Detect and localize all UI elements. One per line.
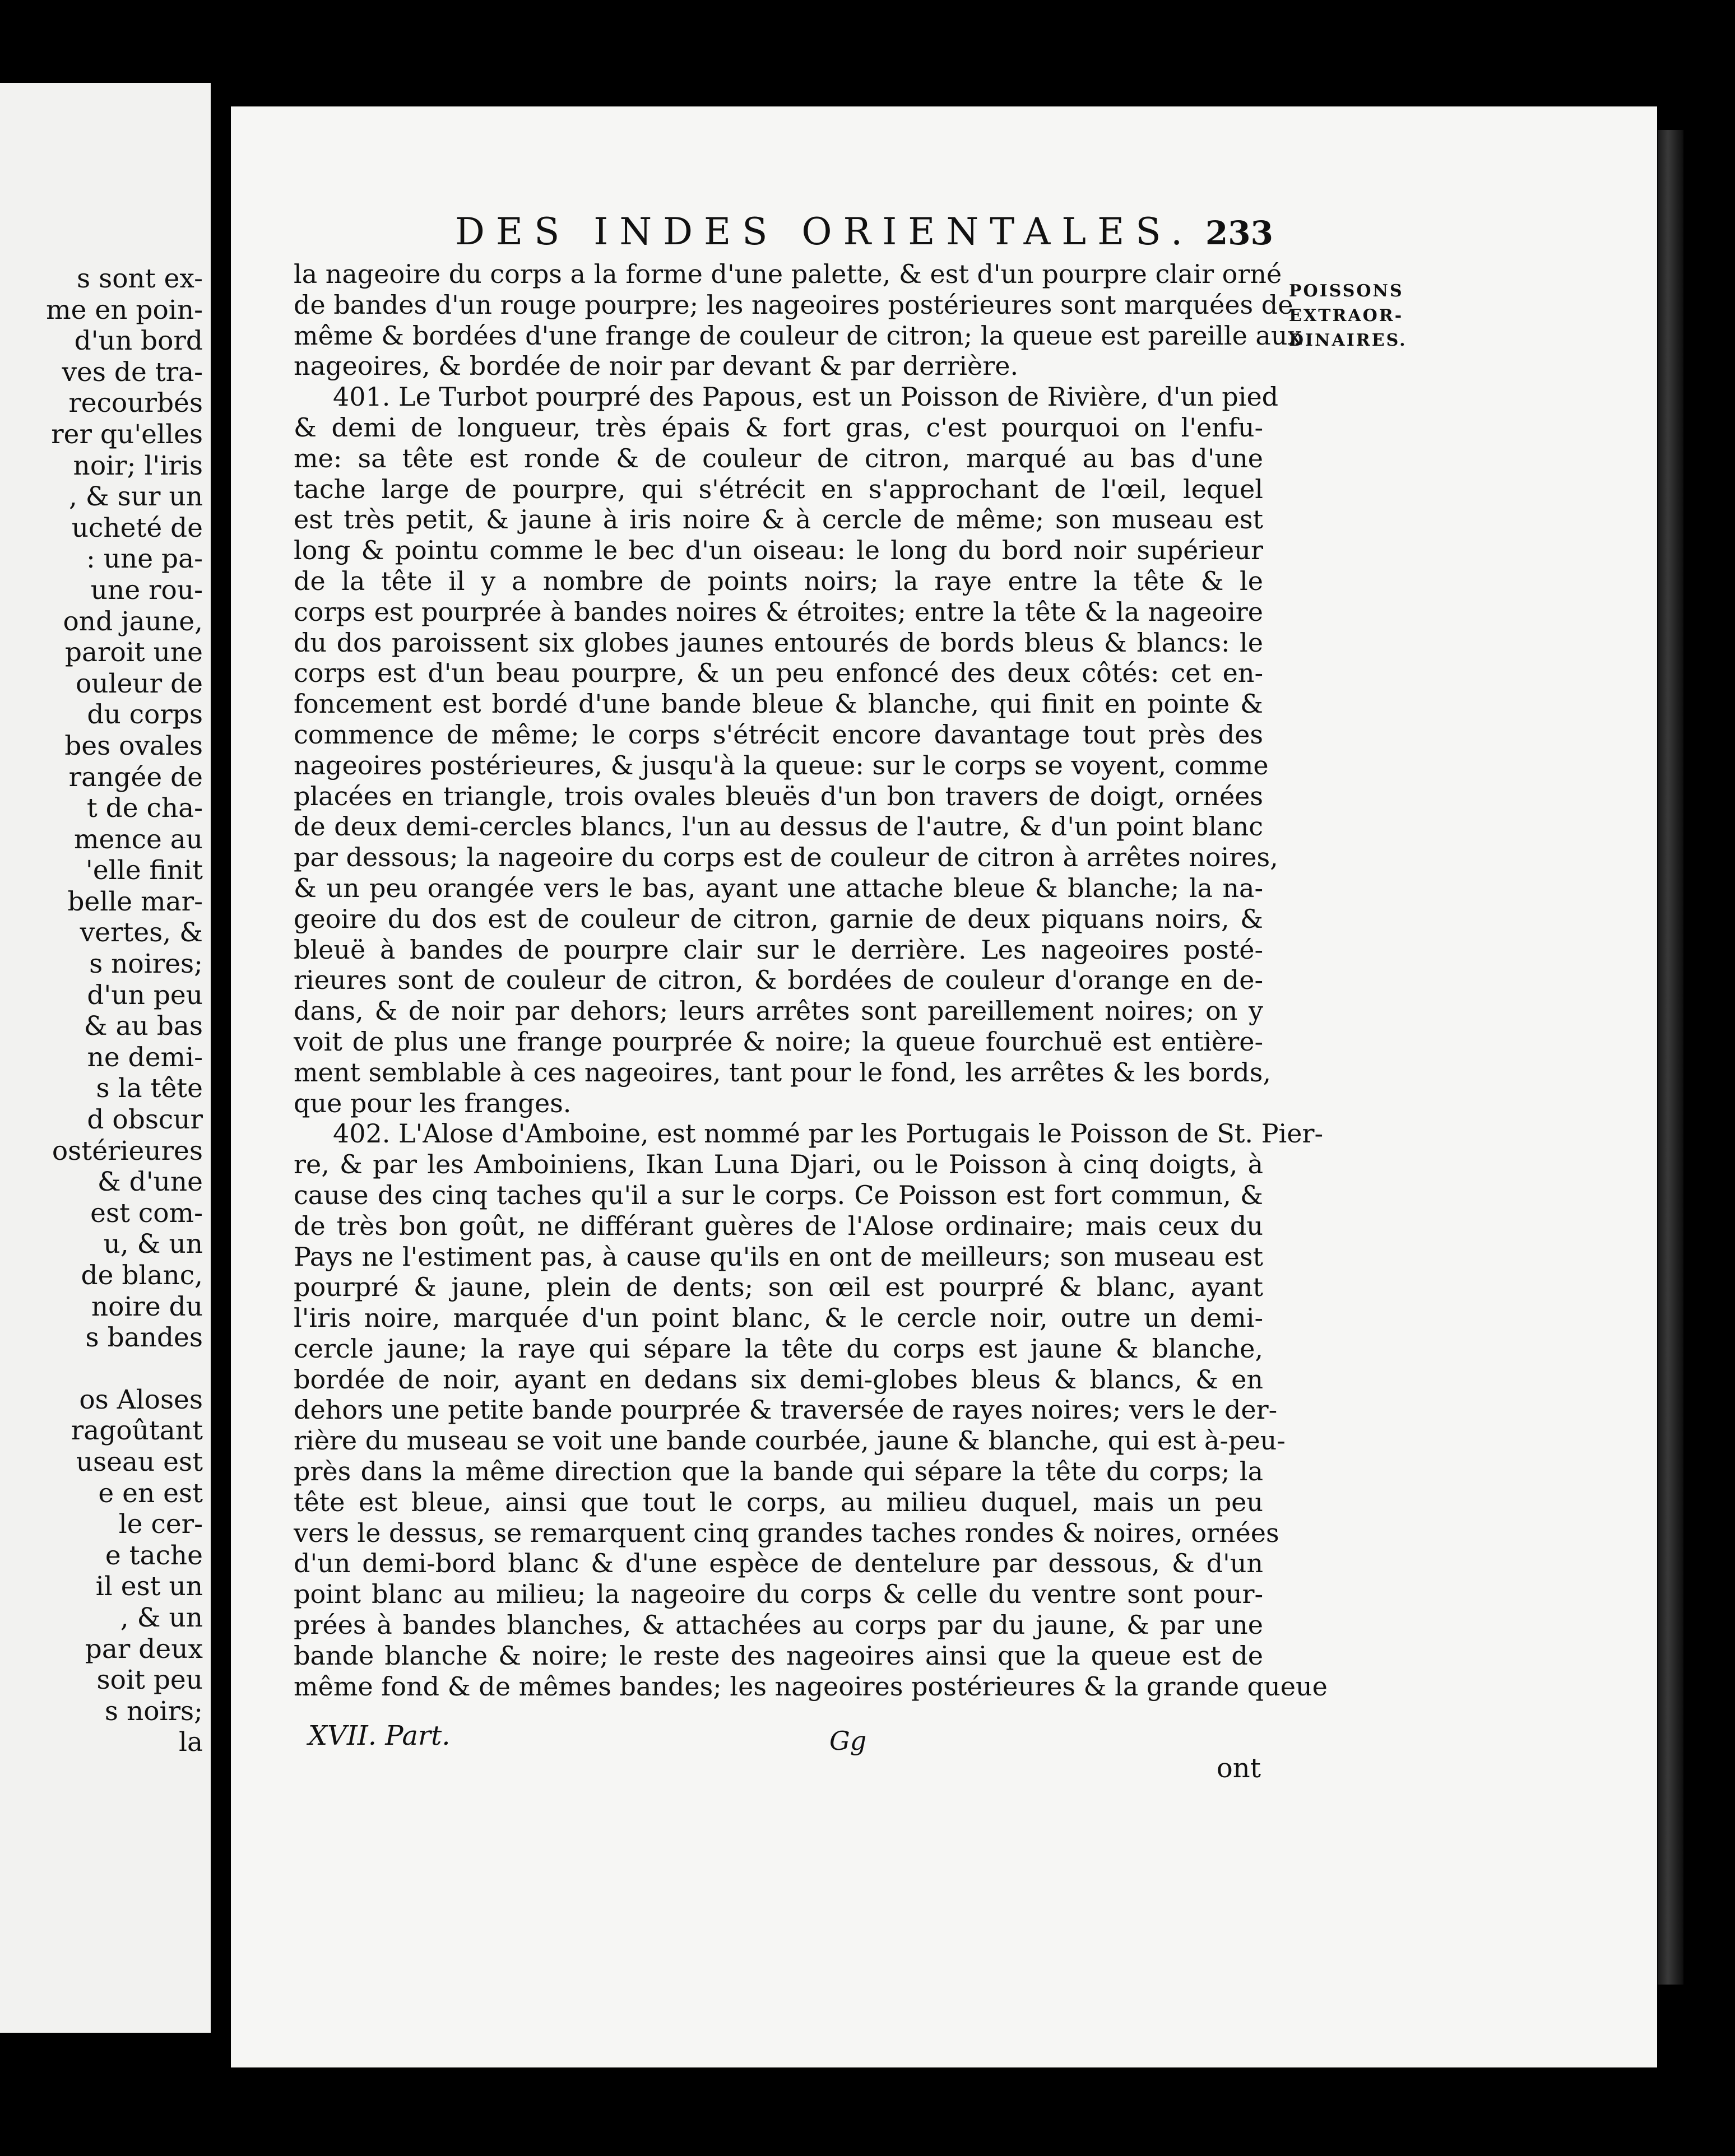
left-page-line: la [178,1727,203,1758]
text-line: 402. L'Alose d'Amboine, est nommé par les Portugais le Poisson de St. Pier- [333,1118,1324,1149]
text-line: corps est d'un beau pourpre, & un peu enfoncé des deux côtés: cet en- [294,658,1263,689]
left-page-line [46,1354,203,1384]
text-line: commence de même; le corps s'étrécit encore davantage tout près des [294,719,1263,750]
left-page-line: , & un [120,1602,203,1633]
left-page-line: s noires; [89,949,203,980]
text-line: d'un demi-bord blanc & d'une espèce de dentelure par dessous, & d'un [294,1548,1263,1579]
text-line: Pays ne l'estiment pas, à cause qu'ils en ont de meilleurs; son museau est [294,1241,1263,1272]
left-page-line: noir; l'iris [73,450,203,481]
text-line: voit de plus une frange pourprée & noire; la queue fourchuë est entière- [294,1026,1263,1057]
margin-note-line: DINAIRES. [1289,331,1407,350]
left-page-line: noire du [91,1291,203,1322]
left-page-line: useau est [76,1446,203,1477]
text-line: ment semblable à ces nageoires, tant pour le fond, les arrêtes & les bords, [294,1057,1271,1088]
left-page-line: 'elle finit [85,855,203,886]
left-page-line: t de cha- [86,793,203,824]
text-line: de très bon goût, ne différant guères de l'Alose ordinaire; mais ceux du [294,1210,1263,1241]
left-page-line: paroit une [64,637,203,668]
text-line: corps est pourprée à bandes noires & étroites; entre la tête & la nageoire [294,596,1263,627]
left-page-line: & d'une [97,1167,203,1198]
text-line: bleuë à bandes de pourpre clair sur le derrière. Les nageoires posté- [294,934,1263,965]
text-line: foncement est bordé d'une bande bleue & blanche, qui finit en pointe & [294,689,1263,719]
gathering-mark: Gg [829,1726,867,1756]
text-line: l'iris noire, marquée d'un point blanc, & le cercle noir, outre un demi- [294,1303,1263,1333]
text-line: & demi de longueur, très épais & fort gras, c'est pourquoi on l'enfu- [294,412,1263,443]
text-line: par dessous; la nageoire du corps est de couleur de citron à arrêtes noires, [294,842,1278,873]
margin-note-line: EXTRAOR- [1289,306,1404,326]
left-page-line: mence au [73,824,203,855]
left-page-line: s sont ex- [77,263,203,294]
left-page-line: ragoûtant [71,1415,203,1447]
text-line: près dans la même direction que la bande qui sépare la tête du corps; la [294,1456,1263,1487]
left-page-line: ond jaune, [63,606,203,637]
left-page-line: ostérieures [52,1135,203,1167]
left-page-line: s noirs; [104,1695,203,1727]
running-head: DES INDES ORIENTALES. [455,210,1194,253]
text-line: tache large de pourpre, qui s'étrécit en s'approchant de l'œil, lequel [294,473,1263,504]
body-text [294,259,1328,1702]
text-line: du dos paroissent six globes jaunes entourés de bords bleus & blancs: le [294,627,1263,658]
page-edge [1658,130,1683,1985]
text-line: rieures sont de couleur de citron, & bordées de couleur d'orange en de- [294,965,1263,996]
text-line: cercle jaune; la raye qui sépare la tête du corps est jaune & blanche, [294,1333,1263,1364]
left-page-line: & au bas [83,1011,203,1042]
left-page-line: e tache [105,1540,203,1571]
left-page-line: le cer- [118,1509,203,1540]
left-page-line: bes ovales [64,730,203,761]
page-header [455,210,1273,253]
text-line: de bandes d'un rouge pourpre; les nageoires postérieures sont marquées de [294,289,1293,320]
text-line: placées en triangle, trois ovales bleuës d'un bon travers de doigt, ornées [294,780,1263,811]
text-line: que pour les franges. [294,1088,572,1118]
text-line: pourpré & jaune, plein de dents; son œil est pourpré & blanc, ayant [294,1272,1263,1303]
text-line: de la tête il y a nombre de points noirs; la raye entre la tête & le [294,565,1263,596]
left-page-line: ne demi- [87,1042,203,1073]
text-line: 401. Le Turbot pourpré des Papous, est un Poisson de Rivière, d'un pied [333,382,1279,412]
text-line: est très petit, & jaune à iris noire & à cercle de même; son museau est [294,504,1263,535]
left-page-line: me en poin- [46,294,203,326]
text-line: dans, & de noir par dehors; leurs arrêtes sont pareillement noires; on y [294,996,1263,1026]
text-line: long & pointu comme le bec d'un oiseau: le long du bord noir supérieur [294,535,1263,566]
left-page-line: d obscur [87,1104,203,1136]
margin-note [1289,279,1407,353]
text-line: me: sa tête est ronde & de couleur de citron, marqué au bas d'une [294,443,1263,473]
left-page-line: belle mar- [67,886,203,917]
left-page-line: : une pa- [86,543,203,575]
text-line: vers le dessus, se remarquent cinq grandes taches rondes & noires, ornées [294,1517,1279,1548]
left-page-line: du corps [87,699,203,731]
left-page-line: s bandes [85,1322,203,1354]
page-number: 233 [1205,214,1273,252]
left-page-line: d'un peu [87,979,203,1011]
text-line: dehors une petite bande pourprée & traversée de rayes noires; vers le der- [294,1395,1278,1425]
signature-mark: XVII. Part. [308,1720,451,1751]
left-page-line: e en est [98,1477,203,1509]
text-line: même & bordées d'une frange de couleur de citron; la queue est pareille aux [294,320,1302,351]
text-line: point blanc au milieu; la nageoire du corps & celle du ventre sont pour- [294,1579,1263,1610]
left-page-line: est com- [90,1197,203,1229]
text-line: re, & par les Amboiniens, Ikan Luna Djari, ou le Poisson à cinq doigts, à [294,1149,1263,1180]
text-line: bordée de noir, ayant en dedans six demi-globes bleus & blancs, & en [294,1364,1263,1395]
text-line: nageoires postérieures, & jusqu'à la queue: sur le corps se voyent, comme [294,750,1269,780]
margin-note-line: POISSONS [1289,281,1404,301]
left-page-line: , & sur un [69,481,203,513]
left-page-line: par deux [85,1633,203,1665]
left-page-line: soit peu [96,1665,203,1696]
left-page-line: u, & un [103,1229,203,1260]
catchword: ont [1216,1753,1261,1784]
page-footer [308,1720,1261,1787]
text-line: & un peu orangée vers le bas, ayant une attache bleue & blanche; la na- [294,872,1263,903]
left-page-line: une rou- [90,574,203,606]
text-line: bande blanche & noire; le reste des nageoires ainsi que la queue est de [294,1640,1263,1671]
left-page-line: ouleur de [76,668,203,699]
left-page-line: ucheté de [71,512,203,543]
text-line: même fond & de mêmes bandes; les nageoires postérieures & la grande queue [294,1671,1328,1702]
left-page-line: ves de tra- [62,356,203,388]
text-line: tête est bleue, ainsi que tout le corps, au milieu duquel, mais un peu [294,1486,1263,1517]
left-page-line: rer qu'elles [51,419,203,450]
left-page-text [46,263,203,1758]
left-page-line: s la tête [96,1073,203,1104]
text-line: rière du museau se voit une bande courbée, jaune & blanche, qui est à-peu- [294,1425,1286,1456]
text-line: nageoires, & bordée de noir par devant & par derrière. [294,351,1019,382]
text-line: la nageoire du corps a la forme d'une palette, & est d'un pourpre clair orné [294,259,1282,289]
left-page-line: d'un bord [74,326,203,357]
left-page-line: recourbés [68,388,203,419]
left-page-line: os Aloses [79,1384,203,1415]
text-line: de deux demi-cercles blancs, l'un au dessus de l'autre, & d'un point blanc [294,811,1263,842]
text-line: cause des cinq taches qu'il a sur le corps. Ce Poisson est fort commun, & [294,1179,1263,1210]
left-page-line: rangée de [68,761,203,793]
left-page-line: vertes, & [80,917,203,949]
text-line: geoire du dos est de couleur de citron, garnie de deux piquans noirs, & [294,903,1263,934]
left-page-fragment [0,83,211,2033]
left-page-line: de blanc, [81,1260,203,1291]
text-line: prées à bandes blanches, & attachées au corps par du jaune, & par une [294,1610,1263,1641]
left-page-line: il est un [95,1571,203,1602]
